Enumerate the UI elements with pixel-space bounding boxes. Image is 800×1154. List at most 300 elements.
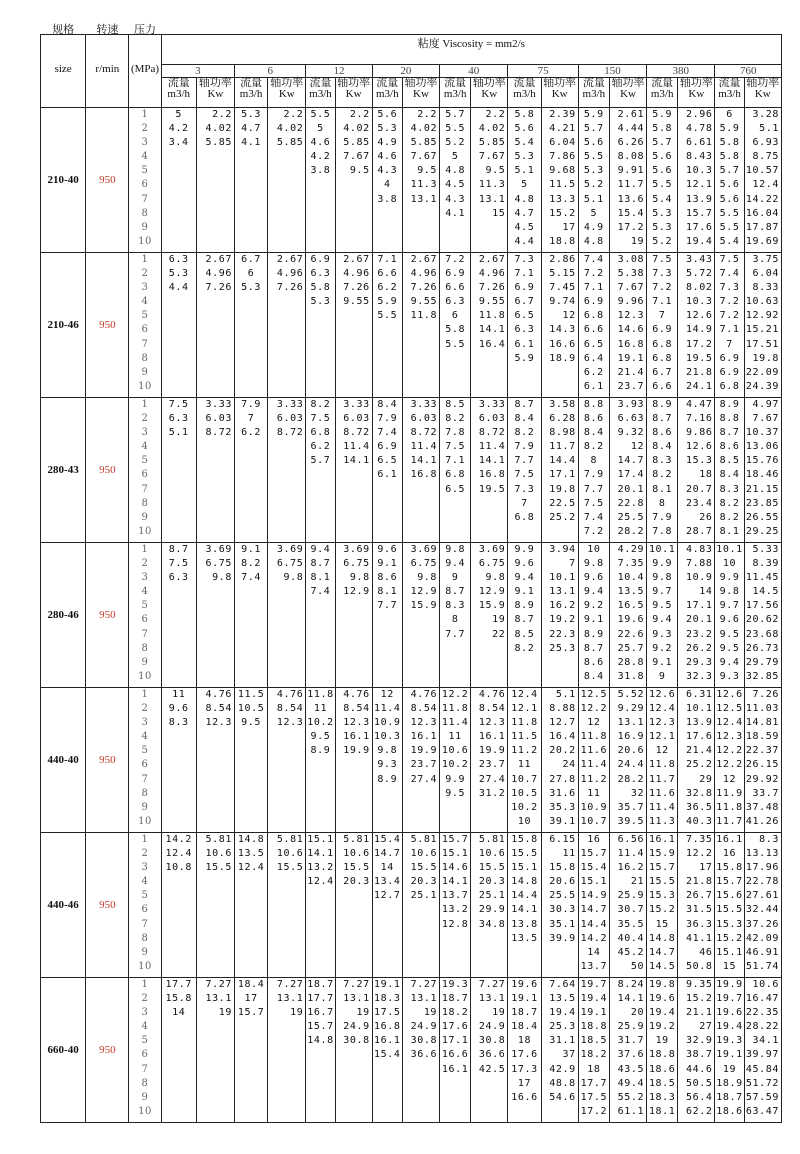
power-value bbox=[471, 815, 505, 829]
power-value: 17.56 bbox=[745, 600, 779, 612]
flow-value: 15.7 bbox=[237, 1007, 265, 1019]
power-value bbox=[471, 1077, 505, 1091]
power-value: 19.2 bbox=[549, 614, 576, 626]
flow-value bbox=[508, 380, 540, 394]
power-value: 5.85 bbox=[343, 137, 370, 149]
flow-value: 18 bbox=[587, 1063, 601, 1075]
flow-value: 8.2 bbox=[310, 399, 331, 410]
power-value: 22.37 bbox=[745, 745, 779, 757]
flow-value bbox=[306, 178, 334, 192]
flow-value: 7.2 bbox=[583, 268, 604, 280]
power-value: 39.9 bbox=[549, 932, 576, 944]
power-value: 33.7 bbox=[752, 787, 779, 799]
power-value: 26.7 bbox=[685, 890, 713, 902]
flow-value: 19 bbox=[655, 1035, 669, 1047]
flow-value bbox=[306, 309, 334, 323]
power-value bbox=[268, 960, 303, 974]
power-value bbox=[268, 730, 303, 744]
power-value: 9.86 bbox=[685, 427, 713, 439]
flow-value: 14.1 bbox=[441, 876, 469, 888]
power-value bbox=[268, 454, 303, 468]
power-value bbox=[197, 628, 232, 642]
power-value bbox=[403, 1063, 437, 1077]
power-value: 7.67 bbox=[343, 151, 370, 163]
power-column bbox=[196, 108, 234, 253]
power-value: 6.75 bbox=[205, 558, 233, 570]
power-value bbox=[197, 946, 232, 960]
power-value bbox=[403, 338, 437, 352]
power-value: 2.61 bbox=[617, 109, 645, 120]
power-value bbox=[197, 875, 232, 889]
power-value: 13.1 bbox=[617, 717, 645, 729]
power-value: 12.3 bbox=[478, 717, 506, 729]
power-value: 24.9 bbox=[410, 1021, 438, 1033]
flow-value bbox=[235, 1105, 267, 1119]
power-header bbox=[268, 78, 306, 108]
power-column bbox=[471, 108, 508, 253]
flow-value: 8.2 bbox=[445, 413, 466, 425]
power-column bbox=[541, 543, 578, 688]
flow-value: 8.9 bbox=[583, 628, 604, 640]
flow-value: 10 bbox=[587, 544, 601, 555]
power-value: 2.2 bbox=[417, 109, 438, 120]
power-value bbox=[197, 801, 232, 815]
power-value: 13.1 bbox=[205, 993, 233, 1005]
flow-value: 8.8 bbox=[719, 413, 740, 425]
power-value: 5.33 bbox=[752, 544, 779, 555]
power-value bbox=[403, 323, 437, 337]
flow-value: 14.4 bbox=[580, 918, 608, 930]
power-value bbox=[336, 1077, 370, 1091]
power-value: 29.3 bbox=[685, 656, 713, 668]
flow-value bbox=[162, 758, 196, 772]
power-value bbox=[471, 525, 505, 539]
flow-value: 11.8 bbox=[580, 731, 608, 743]
power-value: 20.2 bbox=[549, 745, 576, 757]
flow-column bbox=[372, 543, 402, 688]
power-value: 9.96 bbox=[617, 296, 645, 308]
power-value bbox=[197, 207, 232, 221]
flow-value: 5.1 bbox=[583, 193, 604, 205]
power-value bbox=[197, 585, 232, 599]
power-value: 29.25 bbox=[745, 525, 779, 537]
flow-value: 5.6 bbox=[719, 179, 740, 191]
power-value: 21.4 bbox=[617, 366, 645, 378]
power-value: 8.54 bbox=[410, 703, 438, 715]
flow-value bbox=[440, 932, 470, 946]
flow-value: 7 bbox=[521, 497, 528, 509]
power-value: 27.61 bbox=[745, 890, 779, 902]
power-value bbox=[268, 338, 303, 352]
viscosity-value: 150 bbox=[578, 65, 646, 78]
power-value: 4.21 bbox=[549, 123, 576, 135]
flow-value: 9.8 bbox=[719, 586, 740, 598]
flow-value bbox=[162, 235, 196, 249]
power-value: 20.6 bbox=[549, 876, 576, 888]
flow-value bbox=[440, 352, 470, 366]
flow-column bbox=[161, 398, 196, 543]
flow-value: 5.7 bbox=[310, 455, 331, 467]
power-value: 2.67 bbox=[343, 254, 370, 265]
power-value: 19.6 bbox=[617, 614, 645, 626]
power-value: 10.1 bbox=[685, 703, 713, 715]
flow-value: 11.8 bbox=[716, 801, 743, 813]
power-value: 25.3 bbox=[549, 642, 576, 654]
flow-value: 19.7 bbox=[716, 993, 743, 1005]
power-value: 7.45 bbox=[549, 282, 576, 294]
flow-value: 11 bbox=[517, 759, 532, 771]
flow-value: 15.2 bbox=[648, 904, 676, 916]
power-value bbox=[403, 221, 437, 235]
power-value: 13.1 bbox=[276, 993, 304, 1005]
flow-column bbox=[306, 688, 335, 833]
power-value bbox=[197, 1091, 232, 1105]
power-value: 19.8 bbox=[549, 483, 576, 495]
power-value bbox=[336, 468, 370, 482]
flow-value: 12.4 bbox=[165, 848, 192, 860]
flow-value bbox=[440, 642, 470, 656]
pressure-value: 7 bbox=[141, 1063, 149, 1075]
flow-column bbox=[578, 108, 609, 253]
power-value bbox=[336, 599, 370, 613]
flow-value: 8.2 bbox=[514, 427, 535, 439]
flow-header-unit: m3/h bbox=[718, 88, 741, 100]
flow-value: 15.6 bbox=[716, 890, 743, 902]
power-value: 36.5 bbox=[685, 801, 713, 813]
power-value: 27.4 bbox=[478, 773, 506, 785]
power-value bbox=[336, 642, 370, 656]
power-value bbox=[268, 483, 303, 497]
flow-value: 17 bbox=[517, 1077, 532, 1089]
flow-value: 5 bbox=[590, 207, 598, 219]
power-value: 10.4 bbox=[617, 572, 645, 584]
flow-value: 17.2 bbox=[580, 1105, 608, 1117]
flow-column bbox=[306, 108, 335, 253]
power-value bbox=[197, 903, 232, 917]
power-column bbox=[268, 833, 306, 978]
flow-value: 9.4 bbox=[514, 572, 535, 584]
pressure-value: 2 bbox=[141, 848, 149, 860]
power-value: 3.69 bbox=[478, 544, 506, 555]
flow-column bbox=[715, 688, 744, 833]
flow-column bbox=[508, 253, 541, 398]
flow-value: 15.3 bbox=[648, 890, 676, 902]
flow-value: 15.5 bbox=[511, 848, 538, 860]
power-value: 14.3 bbox=[549, 324, 576, 336]
power-column bbox=[402, 543, 439, 688]
power-column bbox=[541, 688, 578, 833]
flow-value: 4.3 bbox=[377, 165, 398, 177]
model-cell: 280-46 bbox=[41, 543, 86, 688]
flow-value bbox=[306, 1063, 334, 1077]
power-value: 8.88 bbox=[549, 703, 576, 715]
flow-value: 8.2 bbox=[241, 558, 262, 570]
flow-value: 11.8 bbox=[648, 759, 676, 771]
flow-value: 8.2 bbox=[514, 642, 535, 654]
flow-value bbox=[306, 932, 334, 946]
flow-value bbox=[235, 903, 267, 917]
pressure-value: 3 bbox=[141, 862, 149, 874]
power-value: 9.5 bbox=[485, 165, 506, 177]
flow-column bbox=[306, 978, 335, 1123]
flow-value: 14.2 bbox=[165, 834, 192, 845]
power-value: 23.85 bbox=[745, 497, 779, 509]
speed-header-cn: 转速 bbox=[96, 24, 119, 36]
flow-value: 6.1 bbox=[583, 380, 604, 392]
flow-value: 8.7 bbox=[514, 399, 535, 410]
power-value bbox=[268, 193, 303, 207]
power-value: 29 bbox=[699, 773, 713, 785]
flow-value bbox=[162, 193, 196, 207]
pressure-value: 5 bbox=[141, 310, 149, 322]
flow-value: 5.3 bbox=[514, 151, 535, 163]
power-value: 13.5 bbox=[549, 993, 576, 1005]
flow-value bbox=[235, 815, 267, 829]
flow-value: 14.5 bbox=[648, 960, 676, 972]
power-value: 4.76 bbox=[478, 689, 506, 700]
flow-value: 6.8 bbox=[583, 310, 604, 322]
power-value: 15.5 bbox=[478, 862, 506, 874]
power-value: 5.38 bbox=[617, 268, 645, 280]
pressure-value: 5 bbox=[141, 745, 149, 757]
power-value: 9.55 bbox=[478, 296, 506, 308]
flow-value: 5.4 bbox=[514, 137, 535, 149]
flow-value: 13.2 bbox=[307, 862, 334, 874]
power-value bbox=[268, 758, 303, 772]
flow-column bbox=[715, 398, 744, 543]
flow-value: 18.8 bbox=[580, 1021, 608, 1033]
pressure-value: 8 bbox=[141, 497, 149, 509]
power-value bbox=[268, 1034, 303, 1048]
power-value bbox=[197, 889, 232, 903]
pressure-value: 7 bbox=[141, 483, 149, 495]
flow-value: 6.3 bbox=[310, 268, 331, 280]
flow-value: 5.8 bbox=[652, 123, 673, 135]
viscosity-value: 75 bbox=[508, 65, 578, 78]
power-value bbox=[336, 221, 370, 235]
pressure-cell bbox=[129, 398, 161, 543]
flow-header-unit: m3/h bbox=[443, 88, 467, 100]
power-value bbox=[403, 352, 437, 366]
flow-value bbox=[235, 773, 267, 787]
power-value: 6.31 bbox=[685, 689, 713, 700]
flow-value: 10.7 bbox=[511, 773, 538, 785]
flow-value: 4.6 bbox=[310, 137, 331, 149]
power-value: 5.81 bbox=[410, 834, 438, 845]
power-value: 5.81 bbox=[276, 834, 304, 845]
pressure-value: 10 bbox=[138, 815, 152, 827]
pressure-value: 2 bbox=[141, 993, 149, 1005]
flow-value: 9.9 bbox=[719, 572, 740, 584]
flow-value: 5.3 bbox=[652, 221, 673, 233]
power-value: 25.2 bbox=[549, 511, 576, 523]
flow-value: 7.4 bbox=[377, 427, 398, 439]
power-header bbox=[678, 78, 715, 108]
power-value: 25.3 bbox=[549, 1021, 576, 1033]
power-value bbox=[197, 221, 232, 235]
flow-value: 9.6 bbox=[719, 614, 740, 626]
power-value bbox=[336, 366, 370, 380]
flow-value bbox=[306, 468, 334, 482]
flow-value: 8 bbox=[451, 614, 459, 626]
flow-value: 5.8 bbox=[514, 109, 535, 120]
flow-value: 7.7 bbox=[583, 483, 604, 495]
power-value: 4.02 bbox=[410, 123, 438, 135]
flow-value bbox=[306, 960, 334, 974]
power-value: 20.7 bbox=[685, 483, 713, 495]
flow-value bbox=[440, 366, 470, 380]
power-value bbox=[268, 1020, 303, 1034]
power-header-unit: Kw bbox=[481, 88, 498, 100]
flow-value bbox=[306, 525, 334, 539]
flow-value: 9.5 bbox=[652, 600, 673, 612]
power-value bbox=[403, 511, 437, 525]
power-value: 6.03 bbox=[276, 413, 304, 425]
flow-column bbox=[647, 398, 678, 543]
flow-value: 13.7 bbox=[580, 960, 608, 972]
power-value: 15.9 bbox=[410, 600, 438, 612]
power-value: 15.76 bbox=[745, 455, 779, 467]
model-cell: 210-40 bbox=[41, 108, 86, 253]
power-column bbox=[196, 978, 234, 1123]
power-value bbox=[197, 744, 232, 758]
flow-value: 5.6 bbox=[377, 109, 398, 120]
power-value bbox=[471, 932, 505, 946]
power-value: 41.1 bbox=[685, 932, 713, 944]
flow-value bbox=[235, 352, 267, 366]
flow-value bbox=[235, 454, 267, 468]
pressure-value: 10 bbox=[138, 525, 152, 537]
flow-value: 17 bbox=[244, 993, 258, 1005]
flow-value: 18.4 bbox=[511, 1021, 538, 1033]
power-value: 20.3 bbox=[343, 876, 370, 888]
power-column bbox=[268, 688, 306, 833]
power-value: 6.26 bbox=[617, 137, 645, 149]
flow-value: 11.8 bbox=[441, 703, 469, 715]
power-value bbox=[336, 773, 370, 787]
flow-value bbox=[508, 1105, 540, 1119]
flow-value: 7.2 bbox=[719, 310, 740, 322]
power-value: 7.26 bbox=[343, 282, 370, 294]
flow-value bbox=[373, 1091, 402, 1105]
flow-value: 6.7 bbox=[652, 366, 673, 378]
power-value bbox=[542, 525, 576, 539]
power-value: 21.1 bbox=[685, 1007, 713, 1019]
flow-value bbox=[235, 1091, 267, 1105]
flow-column bbox=[647, 108, 678, 253]
power-value bbox=[197, 1077, 232, 1091]
power-value bbox=[197, 1034, 232, 1048]
power-value: 27.8 bbox=[549, 773, 576, 785]
flow-value bbox=[306, 221, 334, 235]
power-header-label: 轴功率 bbox=[746, 77, 780, 89]
flow-value bbox=[235, 787, 267, 801]
power-value: 3.33 bbox=[343, 399, 370, 410]
power-value: 16.1 bbox=[410, 731, 438, 743]
power-value: 3.69 bbox=[205, 544, 233, 555]
power-value bbox=[403, 1091, 437, 1105]
power-value bbox=[403, 918, 437, 932]
flow-value bbox=[373, 613, 402, 627]
flow-value: 9.1 bbox=[514, 586, 535, 598]
power-value: 21.15 bbox=[745, 483, 779, 495]
flow-value bbox=[306, 773, 334, 787]
pressure-cell bbox=[129, 833, 161, 978]
power-value bbox=[336, 932, 370, 946]
flow-value: 15.7 bbox=[441, 834, 469, 845]
flow-value: 10.1 bbox=[648, 544, 676, 555]
flow-value: 5.6 bbox=[719, 193, 740, 205]
pressure-value: 2 bbox=[141, 268, 149, 280]
power-column bbox=[744, 398, 781, 543]
flow-value bbox=[162, 150, 196, 164]
power-value bbox=[542, 1105, 576, 1119]
flow-value bbox=[440, 960, 470, 974]
flow-value bbox=[373, 221, 402, 235]
power-value: 12.6 bbox=[685, 441, 713, 453]
power-value: 4.96 bbox=[410, 268, 438, 280]
flow-value: 7.9 bbox=[652, 511, 673, 523]
power-value bbox=[197, 670, 232, 684]
flow-header-label: 流量 bbox=[240, 77, 263, 89]
power-value: 30.8 bbox=[343, 1035, 370, 1047]
power-value bbox=[197, 599, 232, 613]
flow-value: 7.9 bbox=[583, 469, 604, 481]
power-value: 37.48 bbox=[745, 801, 779, 813]
flow-value bbox=[373, 670, 402, 684]
flow-value: 8.1 bbox=[652, 483, 673, 495]
power-value bbox=[197, 150, 232, 164]
power-value: 9.55 bbox=[410, 296, 438, 308]
speed-header bbox=[86, 24, 129, 108]
flow-value: 6.8 bbox=[652, 338, 673, 350]
power-value: 21 bbox=[630, 876, 645, 888]
flow-value: 12.7 bbox=[374, 890, 401, 902]
power-column bbox=[744, 833, 781, 978]
flow-value bbox=[306, 599, 334, 613]
flow-value: 14.1 bbox=[307, 848, 334, 860]
flow-value: 9.9 bbox=[514, 544, 535, 555]
pressure-value: 4 bbox=[141, 441, 149, 453]
flow-value: 12 bbox=[655, 745, 669, 757]
flow-value: 5.9 bbox=[377, 296, 398, 308]
flow-value: 9.8 bbox=[583, 558, 604, 570]
flow-value: 8.4 bbox=[652, 441, 673, 453]
power-value: 3.33 bbox=[205, 399, 233, 410]
power-value: 19.5 bbox=[685, 352, 713, 364]
power-value: 11.7 bbox=[617, 179, 645, 191]
power-value: 15.2 bbox=[685, 993, 713, 1005]
power-value bbox=[336, 787, 370, 801]
power-value: 16.8 bbox=[617, 338, 645, 350]
power-value: 16.1 bbox=[478, 731, 506, 743]
flow-value: 9.3 bbox=[719, 670, 740, 682]
flow-value: 12.3 bbox=[648, 717, 676, 729]
flow-value bbox=[306, 801, 334, 815]
flow-column bbox=[372, 688, 402, 833]
power-value: 13.9 bbox=[685, 717, 713, 729]
flow-value bbox=[235, 932, 267, 946]
flow-column bbox=[235, 108, 268, 253]
flow-value bbox=[235, 889, 267, 903]
power-value: 19.1 bbox=[617, 352, 645, 364]
flow-value: 12.2 bbox=[580, 703, 608, 715]
flow-value: 13.5 bbox=[511, 932, 538, 944]
power-value bbox=[268, 744, 303, 758]
pressure-value: 10 bbox=[138, 1105, 152, 1117]
pressure-value: 1 bbox=[141, 254, 149, 265]
power-value: 8.39 bbox=[752, 558, 779, 570]
